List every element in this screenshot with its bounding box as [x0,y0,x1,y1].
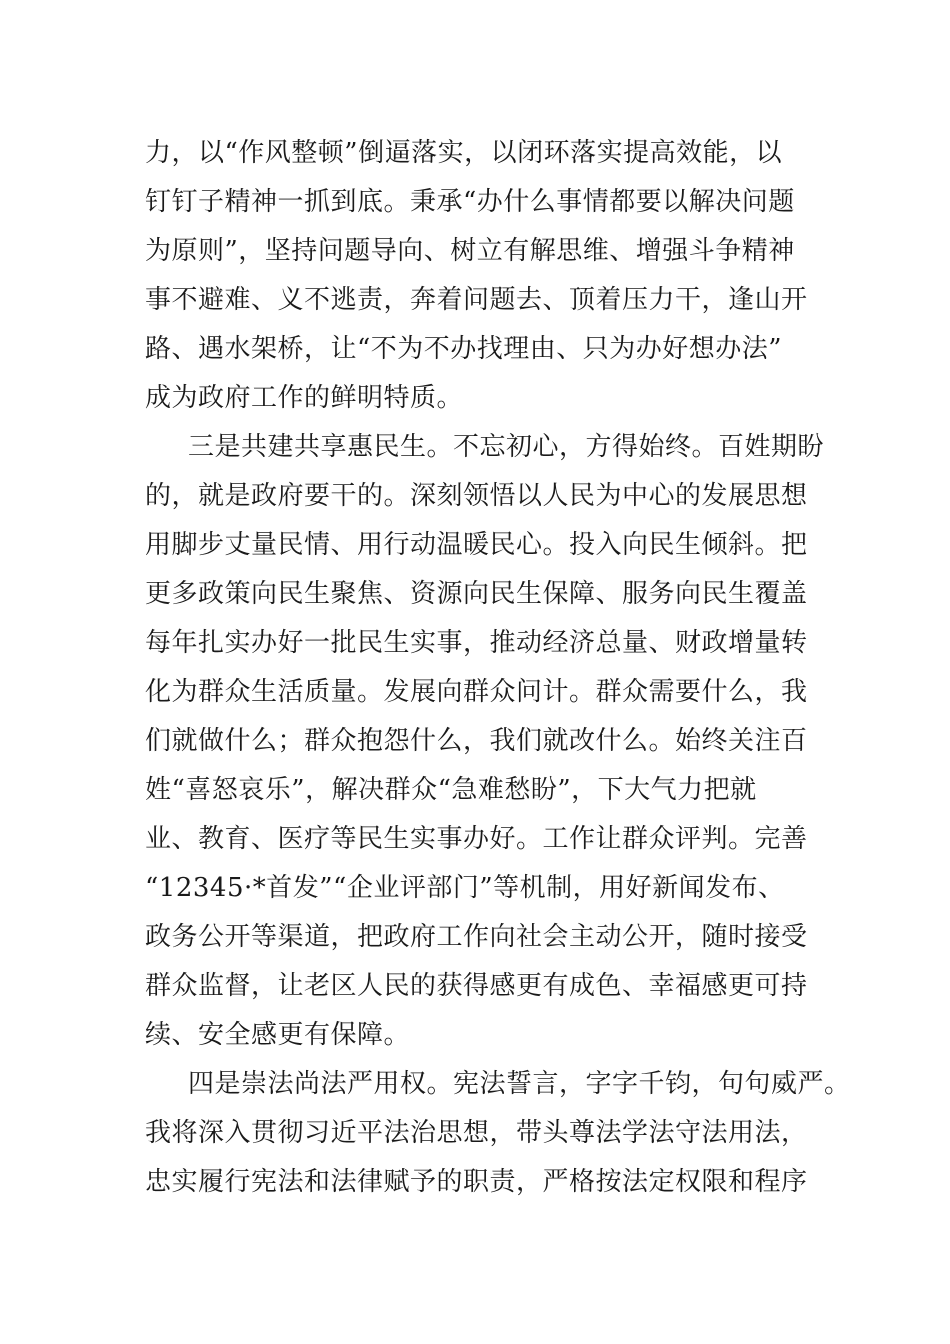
text-line: 的，就是政府要干的。深刻领悟以人民为中心的发展思想 [145,481,808,511]
text-line: 事不避难、义不逃责，奔着问题去、顶着压力干，逢山开 [145,285,808,315]
text-line: 姓“喜怒哀乐”，解决群众“急难愁盼”，下大气力把就 [145,775,757,805]
text-line: 政务公开等渠道，把政府工作向社会主动公开，随时接受 [145,922,808,952]
paragraph-start-line: 三是共建共享惠民生。不忘初心，方得始终。百姓期盼 [188,432,825,462]
text-line: 化为群众生活质量。发展向群众问计。群众需要什么，我 [145,677,808,707]
text-line: “12345·*首发”“企业评部门”等机制，用好新闻发布、 [145,873,785,903]
text-line: 们就做什么；群众抱怨什么，我们就改什么。始终关注百 [145,726,808,756]
paragraph-start-line: 四是崇法尚法严用权。宪法誓言，字字千钧，句句威严。 [188,1069,851,1099]
text-line: 我将深入贯彻习近平法治思想，带头尊法学法守法用法， [145,1118,808,1148]
text-line: 每年扎实办好一批民生实事，推动经济总量、财政增量转 [145,628,808,658]
text-line: 成为政府工作的鲜明特质。 [145,383,464,413]
text-line: 为原则”，坚持问题导向、树立有解思维、增强斗争精神 [145,236,795,266]
text-line: 用脚步丈量民情、用行动温暖民心。投入向民生倾斜。把 [145,530,808,560]
text-line: 钉钉子精神一抓到底。秉承“办什么事情都要以解决问题 [145,187,795,217]
text-line: 忠实履行宪法和法律赋予的职责，严格按法定权限和程序 [145,1167,808,1197]
text-line: 更多政策向民生聚焦、资源向民生保障、服务向民生覆盖 [145,579,808,609]
text-line: 续、安全感更有保障。 [145,1020,411,1050]
text-line: 群众监督，让老区人民的获得感更有成色、幸福感更可持 [145,971,808,1001]
text-line: 力，以“作风整顿”倒逼落实，以闭环落实提高效能，以 [145,138,783,168]
text-line: 路、遇水架桥，让“不为不办找理由、只为办好想办法” [145,334,783,364]
text-line: 业、教育、医疗等民生实事办好。工作让群众评判。完善 [145,824,808,854]
